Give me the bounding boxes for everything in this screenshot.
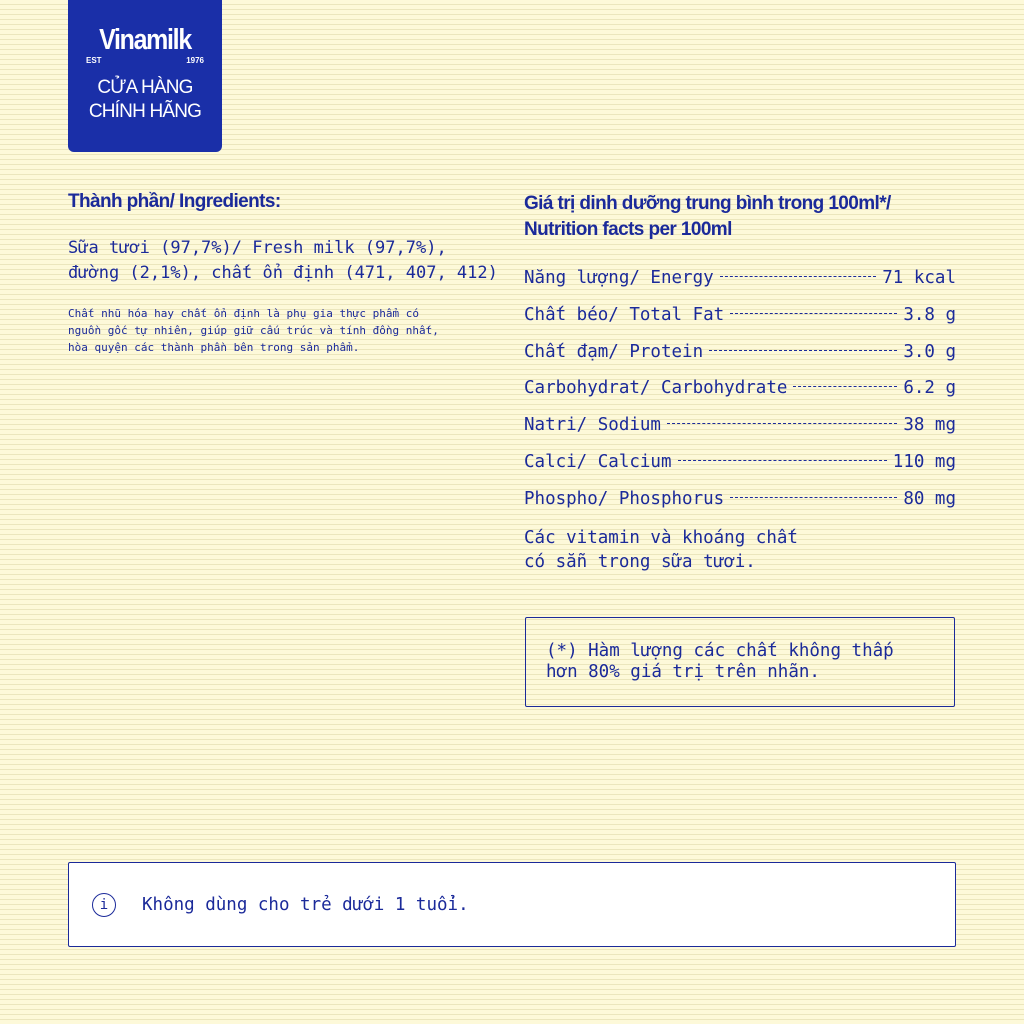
note-line2: nguồn gốc tự nhiên, giúp giữ cấu trúc và tính đồng nhất,	[68, 324, 439, 337]
info-icon: i	[92, 893, 116, 917]
ingredients-line1: Sữa tươi (97,7%)/ Fresh milk (97,7%),	[68, 238, 447, 258]
ingredients-text	[68, 236, 498, 286]
nutrient-row	[524, 407, 956, 444]
nutrient-value: 71 kcal	[882, 268, 956, 288]
nutrient-label: Phospho/ Phosphorus	[524, 488, 725, 509]
nutrient-label: Chất béo/ Total Fat	[524, 304, 725, 325]
note-line3: hòa quyện các thành phần bên trong sản phẩm.	[68, 341, 360, 354]
nutrient-value: 110 mg	[892, 451, 956, 472]
logo-est: EST	[86, 56, 102, 65]
nutrition-heading-line1: Giá trị dinh dưỡng trung bình trong 100ml*/	[524, 193, 891, 214]
nutrient-row	[524, 370, 956, 407]
vitamins-text	[524, 526, 798, 574]
nutrient-row	[524, 481, 956, 518]
vitamins-line2: có sẵn trong sữa tươi.	[524, 552, 756, 572]
emulsifier-note	[68, 305, 439, 356]
logo-year: 1976	[186, 56, 204, 65]
nutrient-label: Natri/ Sodium	[524, 415, 661, 436]
nutrient-row	[524, 334, 956, 371]
logo-store-label	[68, 76, 222, 124]
nutrient-label: Calci/ Calcium	[524, 451, 672, 472]
age-warning-box	[68, 862, 956, 947]
dotted-leader	[678, 460, 887, 461]
ingredients-heading: Thành phần/ Ingredients:	[68, 191, 281, 212]
warning-text: Không dùng cho trẻ dưới 1 tuổi.	[142, 894, 469, 915]
nutrient-label: Carbohydrat/ Carbohydrate	[524, 378, 788, 399]
nutrient-value: 38 mg	[903, 415, 956, 436]
nutrient-label: Chất đạm/ Protein	[524, 341, 704, 362]
nutrition-heading-line2: Nutrition facts per 100ml	[524, 219, 732, 240]
nutrient-row	[524, 444, 956, 481]
footnote-line2: hơn 80% giá trị trên nhãn.	[546, 662, 820, 682]
ingredients-line2: đường (2,1%), chất ổn định (471, 407, 412)	[68, 263, 498, 283]
vitamins-line1: Các vitamin và khoáng chất	[524, 528, 798, 548]
dotted-leader	[793, 386, 897, 387]
nutrient-row	[524, 260, 956, 297]
note-line1: Chất nhũ hóa hay chất ổn định là phụ gia thực phẩm có	[68, 307, 419, 320]
nutrient-value: 6.2 g	[903, 378, 956, 399]
dotted-leader	[667, 423, 897, 424]
nutrition-heading	[524, 191, 891, 243]
dotted-leader	[720, 276, 877, 277]
dotted-leader	[730, 313, 897, 314]
vinamilk-logo	[68, 0, 222, 152]
footnote-line1: (*) Hàm lượng các chất không thấp	[546, 641, 894, 661]
nutrient-label: Năng lượng/ Energy	[524, 268, 714, 288]
logo-brand: Vinamilk	[99, 24, 191, 56]
logo-store-line1: CỬA HÀNG	[97, 77, 193, 98]
logo-store-line2: CHÍNH HÃNG	[88, 101, 202, 122]
nutrient-value: 3.8 g	[903, 304, 956, 325]
footnote-box	[525, 617, 955, 707]
nutrient-value: 80 mg	[903, 488, 956, 509]
nutrient-value: 3.0 g	[903, 341, 956, 362]
dotted-leader	[709, 350, 897, 351]
dotted-leader	[730, 497, 897, 498]
nutrition-list	[524, 260, 956, 518]
nutrient-row	[524, 297, 956, 334]
